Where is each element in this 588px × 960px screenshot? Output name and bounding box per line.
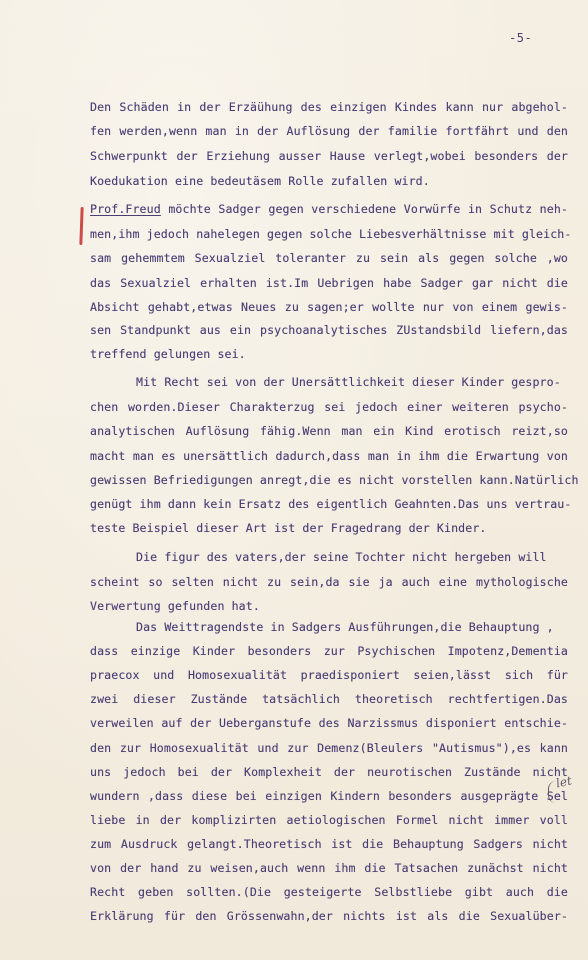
text-line: sam gehemmtem Sexualziel toleranter zu sein als gegen solche ,wo xyxy=(90,251,568,265)
text-line: chen worden.Dieser Charakterzug sei jedoch einer weiteren psycho- xyxy=(90,400,568,414)
page-number: -5- xyxy=(509,31,533,45)
text-line: Das Weittragendste in Sadgers Ausführungen,die Behauptung , xyxy=(136,620,554,634)
text-line: dass einzige Kinder besonders zur Psychischen Impotenz,Dementia xyxy=(90,644,568,658)
text-line: Absicht gehabt,etwas Neues zu sagen;er wollte nur von einem gewis- xyxy=(90,300,568,314)
text-line: Koedukation eine bedeutäsem Rolle zufallen wird. xyxy=(90,174,430,188)
text-line: verweilen auf der Ueberganstufe des Narzissmus disponiert entschie- xyxy=(90,716,568,730)
text-line: Den Schäden in der Erzäühung des einzigen Kindes kann nur abgehol- xyxy=(90,100,568,114)
text-line: Verwertung gefunden hat. xyxy=(90,599,260,613)
text-line: Die figur des vaters,der seine Tochter nicht hergeben will xyxy=(136,550,547,564)
text-line: Schwerpunkt der Erziehung ausser Hause verlegt,wobei besonders der xyxy=(90,149,568,163)
text-line: treffend gelungen sei. xyxy=(90,347,246,361)
text-line: teste Beispiel dieser Art ist der Fragedrang der Kinder. xyxy=(90,521,487,535)
text-line: macht man es unersättlich dadurch,dass man in ihm die Erwartung von xyxy=(90,449,568,463)
text-line: fen werden,wenn man in der Auflösung der familie fortfährt und den xyxy=(90,124,568,138)
text-line: analytischen Auflösung fähig.Wenn man ein Kind erotisch reizt,so xyxy=(90,424,568,438)
margin-handwritten-note: let xyxy=(554,773,574,791)
text-line: scheint so selten nicht zu sein,da sie ja auch eine mythologische xyxy=(90,575,568,589)
text-line: Mit Recht sei von der Unersättlichkeit dieser Kinder gespro- xyxy=(136,375,561,389)
text-line: von der hand zu weisen,auch wenn ihm die Tatsachen zunächst nicht xyxy=(90,861,568,875)
text-line: gewissen Befriedigungen anregt,die es nicht vorstellen kann.Natürlich xyxy=(90,473,579,487)
text-line: praecox und Homosexualität praedisponiert seien,lässt sich für xyxy=(90,668,568,682)
freud-name: Prof.Freud xyxy=(90,202,161,216)
text-line-rest: möchte Sadger gegen verschiedene Vorwürfe in Schutz neh- xyxy=(160,202,568,216)
red-margin-mark xyxy=(79,207,83,245)
text-line: genügt ihm dann kein Ersatz des eigentlich Geahnten.Das uns vertrau- xyxy=(90,497,572,511)
text-line: das Sexualziel erhalten ist.Im Uebrigen habe Sadger gar nicht die xyxy=(90,276,568,290)
text-line: men,ihm jedoch nahelegen gegen solche Liebesverhältnisse mit gleich- xyxy=(90,227,572,241)
text-line: Recht geben sollten.(Die gesteigerte Selbstliebe gibt auch die xyxy=(90,885,568,899)
text-line: liebe in der komplizirten aetiologischen Formel nicht immer voll xyxy=(90,813,568,827)
text-line: wundern ,dass diese bei einzigen Kindern besonders ausgeprägte Sel xyxy=(90,789,568,803)
text-line: uns jedoch bei der Komplexheit der neurotischen Zustände nicht xyxy=(90,765,568,779)
text-line-freud xyxy=(90,202,568,216)
text-line: zum Ausdruck gelangt.Theoretisch ist die Behauptung Sadgers nicht xyxy=(90,837,568,851)
text-line: zwei dieser Zustände tatsächlich theoretisch rechtfertigen.Das xyxy=(90,692,568,706)
text-line: den zur Homosexualität und zur Demenz(Bleulers "Autismus"),es kann xyxy=(90,741,568,755)
text-line: sen Standpunkt aus ein psychoanalytisches ZUstandsbild liefern,das xyxy=(90,323,568,337)
text-line: Erklärung für den Grössenwahn,der nichts ist als die Sexualüber- xyxy=(90,909,568,923)
